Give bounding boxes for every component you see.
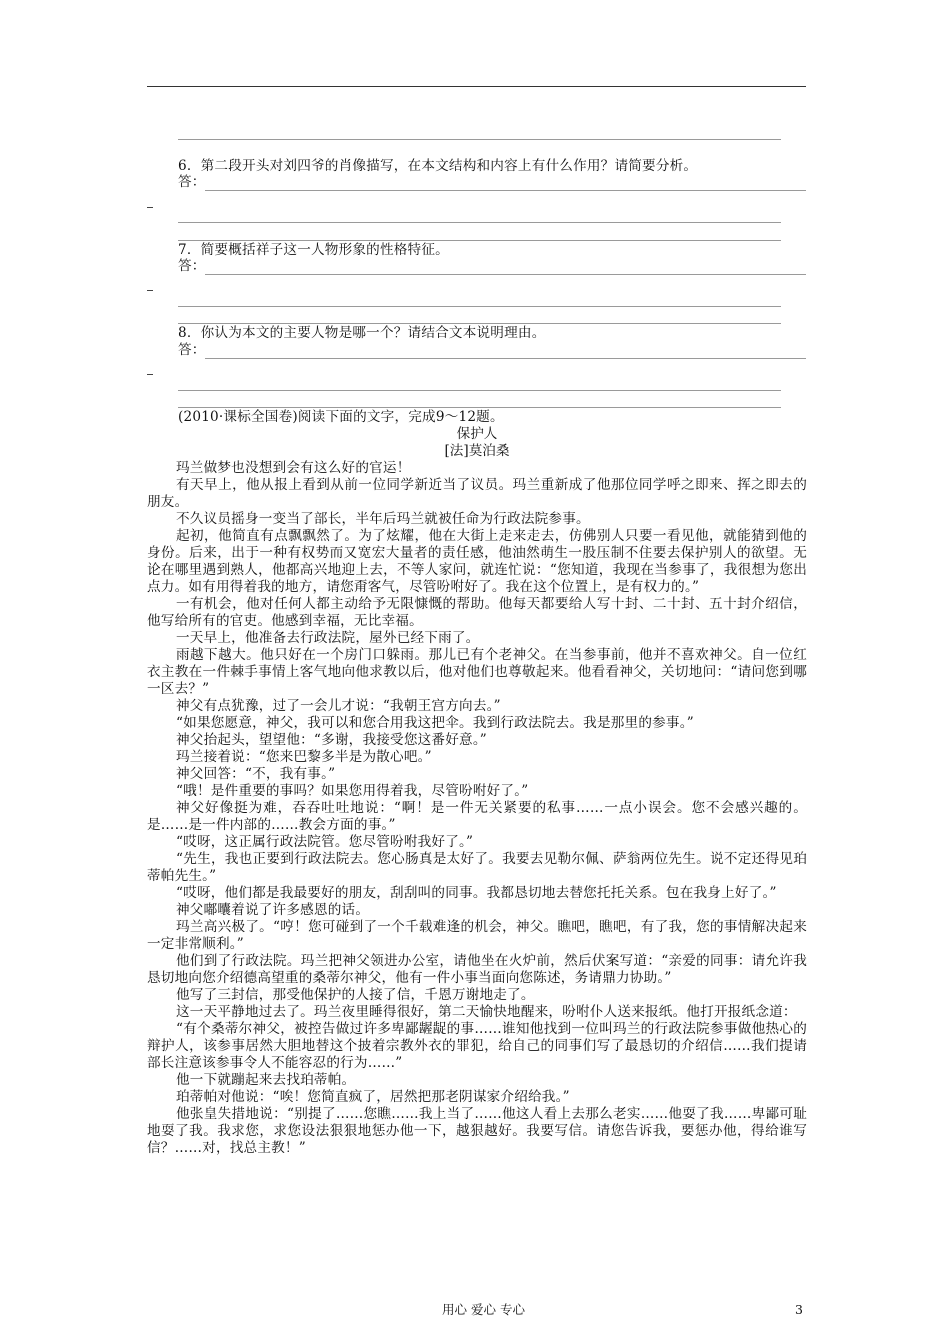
- passage-paragraph: 这一天平静地过去了。玛兰夜里睡得很好，第二天愉快地醒来，吩咐仆人送来报纸。他打开报纸念道：: [176, 1004, 797, 1020]
- passage-paragraph: “有个桑蒂尔神父，被控告做过许多卑鄙龌龊的事……谁知他找到一位叫玛兰的行政法院参事做他热心的辩护人，该参事居然大胆地替这个披着宗教外衣的罪犯，给自己的同事们写了最恳切的介绍信……我们提请部长注意该参事令人不能容忍的行为……”: [147, 1021, 807, 1071]
- passage-paragraph: “哎呀，他们都是我最要好的朋友，刮刮叫的同事。我都恳切地去替您托托关系。包在我身上好了。”: [176, 885, 777, 901]
- passage-paragraph: 玛兰做梦也没想到会有这么好的官运！: [176, 460, 411, 476]
- answer-line: [205, 274, 806, 275]
- answer-dash: [147, 374, 153, 375]
- question-7: 7．简要概括祥子这一人物形象的性格特征。: [178, 242, 449, 258]
- answer-label-6: 答：: [178, 174, 206, 190]
- passage-intro: (2010·课标全国卷)阅读下面的文字，完成9～12题。: [178, 409, 504, 425]
- question-6: 6．第二段开头对刘四爷的肖像描写，在本文结构和内容上有什么作用？请简要分析。: [178, 158, 698, 174]
- passage-paragraph: “先生，我也正要到行政法院去。您心肠真是太好了。我要去见勒尔佩、萨翁两位先生。说不定还得见珀蒂帕先生。”: [147, 851, 807, 884]
- passage-paragraph: 他写了三封信，那受他保护的人接了信，千恩万谢地走了。: [176, 987, 535, 1003]
- answer-dash: [147, 290, 153, 291]
- passage-paragraph: 珀蒂帕对他说：“唉！您简直疯了，居然把那老阴谋家介绍给我。”: [176, 1089, 570, 1105]
- passage-paragraph: “哦！是件重要的事吗？如果您用得着我，尽管吩咐好了。”: [176, 783, 529, 799]
- passage-paragraph: 他们到了行政法院。玛兰把神父领进办公室，请他坐在火炉前，然后伏案写道：“亲爱的同事：请允许我恳切地向您介绍德高望重的桑蒂尔神父，他有一件小事当面向您陈述，务请鼎力协助。”: [147, 953, 807, 986]
- passage-paragraph: 他张皇失措地说：“别提了……您瞧……我上当了……他这人看上去那么老实……他耍了我……卑鄙可耻地耍了我。我求您，求您设法狠狠地惩办他一下，越狠越好。我要写信。请您告诉我，要惩办他，得给谁写信？……对，找总主教！”: [147, 1106, 807, 1156]
- passage-paragraph: 玛兰接着说：“您来巴黎多半是为散心吧。”: [176, 749, 432, 765]
- passage-author: [法]莫泊桑: [444, 443, 510, 459]
- question-8: 8．你认为本文的主要人物是哪一个？请结合文本说明理由。: [178, 325, 546, 341]
- passage-paragraph: 雨越下越大。他只好在一个房门口躲雨。那儿已有个老神父。在当参事前，他并不喜欢神父。自一位红衣主教在一件棘手事情上客气地向他求教以后，他对他们也尊敬起来。他看看神父，关切地问：“请问您到哪一区去？”: [147, 647, 807, 697]
- answer-line: [178, 306, 781, 307]
- passage-paragraph: 一天早上，他准备去行政法院，屋外已经下雨了。: [176, 630, 480, 646]
- page-number: 3: [795, 1302, 803, 1317]
- passage-paragraph: “哎呀，这正属行政法院管。您尽管吩咐我好了。”: [176, 834, 474, 850]
- answer-line: [205, 358, 806, 359]
- passage-paragraph: “如果您愿意，神父，我可以和您合用我这把伞。我到行政法院去。我是那里的参事。”: [176, 715, 694, 731]
- answer-line: [178, 323, 781, 324]
- passage-body: [147, 460, 807, 1157]
- passage-paragraph: 不久议员摇身一变当了部长，半年后玛兰就被任命为行政法院参事。: [176, 511, 590, 527]
- answer-line: [178, 407, 781, 408]
- passage-paragraph: 有天早上，他从报上看到从前一位同学新近当了议员。玛兰重新成了他那位同学呼之即来、挥之即去的朋友。: [147, 477, 807, 510]
- passage-paragraph: 神父好像挺为难，吞吞吐吐地说：“啊！是一件无关紧要的私事……一点小误会。您不会感兴趣的。是……是一件内部的……教会方面的事。”: [147, 800, 807, 833]
- answer-line: [178, 390, 781, 391]
- passage-paragraph: 一有机会，他对任何人都主动给予无限慷慨的帮助。他每天都要给人写十封、二十封、五十封介绍信，他写给所有的官吏。他感到幸福，无比幸福。: [147, 596, 807, 629]
- answer-line: [178, 240, 781, 241]
- passage-paragraph: 他一下就蹦起来去找珀蒂帕。: [176, 1072, 356, 1088]
- passage-paragraph: 神父有点犹豫，过了一会儿才说：“我朝王宫方向去。”: [176, 698, 501, 714]
- footer-motto: 用心 爱心 专心: [442, 1302, 525, 1317]
- header-rule: [147, 86, 806, 87]
- answer-label-8: 答：: [178, 342, 206, 358]
- passage-title: 保护人: [456, 426, 498, 442]
- passage-paragraph: 玛兰高兴极了。“哼！您可碰到了一个千载难逢的机会，神父。瞧吧，瞧吧，有了我，您的事情解决起来一定非常顺利。”: [147, 919, 807, 952]
- answer-line: [205, 190, 806, 191]
- answer-label-7: 答：: [178, 258, 206, 274]
- passage-paragraph: 神父嘟囔着说了许多感恩的话。: [176, 902, 370, 918]
- answer-line: [178, 139, 781, 140]
- passage-paragraph: 起初，他简直有点飘飘然了。为了炫耀，他在大街上走来走去，仿佛别人只要一看见他，就能猜到他的身份。后来，出于一种有权势而又宽宏大量者的责任感，他油然萌生一股压制不住要去保护别人的欲望。无论在哪里遇到熟人，他都高兴地迎上去，不等人家问，就连忙说：“您知道，我现在当参事了，我很想为您出点力。如有用得着我的地方，请您甭客气，尽管吩咐好了。我在这个位置上，是有权力的。”: [147, 528, 807, 595]
- answer-dash: [147, 207, 153, 208]
- passage-paragraph: 神父抬起头，望望他：“多谢，我接受您这番好意。”: [176, 732, 487, 748]
- answer-line: [178, 222, 781, 223]
- passage-paragraph: 神父回答：“不，我有事。”: [176, 766, 336, 782]
